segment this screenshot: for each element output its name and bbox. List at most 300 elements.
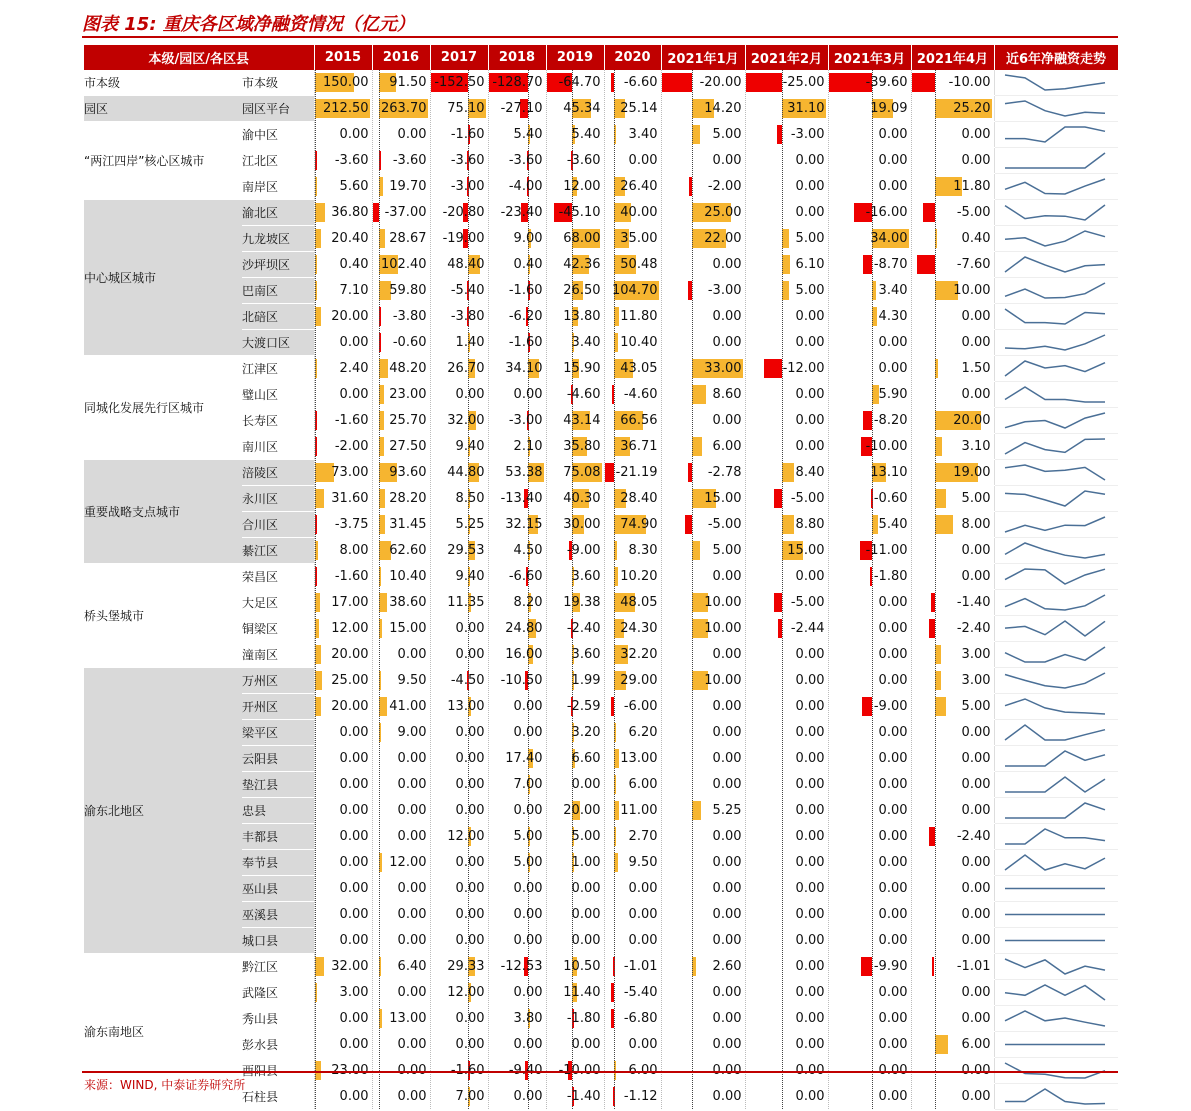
region-label: 中心城区城市: [84, 200, 242, 356]
value-cell: [488, 590, 546, 616]
value-text: 0.00: [397, 1037, 427, 1052]
value-text: 4.50: [513, 543, 543, 558]
value-cell: [604, 928, 661, 954]
value-cell: [430, 1084, 488, 1110]
value-text: -6.20: [508, 309, 543, 324]
value-cell: [604, 512, 661, 538]
value-text: 11.00: [620, 803, 658, 818]
value-cell: [828, 824, 911, 850]
value-text: 0.00: [878, 621, 908, 636]
value-cell: [546, 772, 604, 798]
trend-cell: [994, 876, 1118, 902]
trend-sparkline: [995, 383, 1117, 407]
value-cell: [661, 902, 745, 928]
value-cell: [911, 876, 994, 902]
value-cell: [546, 512, 604, 538]
value-text: -6.60: [623, 75, 658, 90]
value-cell: [546, 798, 604, 824]
trend-sparkline: [995, 513, 1117, 537]
value-text: 5.00: [513, 829, 543, 844]
value-cell: [745, 694, 828, 720]
region-label: 重要战略支点城市: [84, 460, 242, 564]
value-cell: [488, 980, 546, 1006]
value-text: 0.00: [397, 933, 427, 948]
value-cell: [745, 616, 828, 642]
value-cell: [488, 356, 546, 382]
value-text: 0.00: [795, 439, 825, 454]
value-text: 0.00: [961, 777, 991, 792]
value-text: 16.00: [505, 647, 543, 662]
value-cell: [488, 1006, 546, 1032]
value-cell: [488, 902, 546, 928]
value-cell: [745, 70, 828, 96]
trend-line: [1005, 1063, 1105, 1078]
trend-sparkline: [995, 175, 1117, 199]
value-text: 68.00: [563, 231, 601, 246]
value-text: 0.00: [795, 803, 825, 818]
value-cell: [546, 1032, 604, 1058]
value-cell: [745, 252, 828, 278]
value-cell: [604, 564, 661, 590]
value-cell: [604, 434, 661, 460]
value-cell: [661, 850, 745, 876]
value-text: 0.00: [878, 1089, 908, 1104]
value-text: 7.10: [339, 283, 369, 298]
value-text: 0.00: [795, 725, 825, 740]
header-2021-01: 2021年1月: [661, 45, 745, 70]
value-text: 41.00: [389, 699, 427, 714]
value-text: 75.10: [447, 101, 485, 116]
value-text: 11.80: [620, 309, 658, 324]
footer-rule: [82, 1071, 1118, 1073]
value-text: 0.00: [961, 569, 991, 584]
value-text: 6.00: [712, 439, 742, 454]
value-cell: [604, 96, 661, 122]
value-cell: [911, 824, 994, 850]
value-cell: [372, 122, 430, 148]
value-text: 59.80: [389, 283, 427, 298]
value-cell: [661, 746, 745, 772]
value-cell: [314, 746, 372, 772]
value-cell: [546, 278, 604, 304]
value-text: 0.00: [513, 803, 543, 818]
value-cell: [314, 928, 372, 954]
value-text: 0.00: [795, 413, 825, 428]
value-text: -2.59: [566, 699, 601, 714]
trend-sparkline: [995, 71, 1117, 95]
value-cell: [488, 252, 546, 278]
value-text: 0.00: [712, 1011, 742, 1026]
value-text: 0.00: [961, 1011, 991, 1026]
value-cell: [604, 200, 661, 226]
trend-sparkline: [995, 227, 1117, 251]
value-text: 10.20: [620, 569, 658, 584]
value-text: -16.00: [865, 205, 908, 220]
value-text: 0.40: [339, 257, 369, 272]
value-text: 0.00: [795, 1089, 825, 1104]
value-cell: [745, 304, 828, 330]
value-text: 3.80: [513, 1011, 543, 1026]
value-cell: [745, 746, 828, 772]
value-cell: [546, 70, 604, 96]
district-label: 黔江区: [242, 954, 314, 980]
value-text: 212.50: [323, 101, 369, 116]
trend-sparkline: [995, 487, 1117, 511]
value-text: 15.90: [563, 361, 601, 376]
value-text: -3.60: [450, 153, 485, 168]
value-cell: [828, 278, 911, 304]
district-label: 奉节县: [242, 850, 314, 876]
district-label: 城口县: [242, 928, 314, 954]
value-cell: [911, 304, 994, 330]
trend-line: [1005, 179, 1105, 194]
value-text: 42.36: [563, 257, 601, 272]
value-cell: [314, 954, 372, 980]
value-text: -12.00: [782, 361, 825, 376]
value-text: 35.00: [620, 231, 658, 246]
value-text: 3.40: [571, 335, 601, 350]
value-cell: [911, 1032, 994, 1058]
value-cell: [430, 122, 488, 148]
value-text: 0.00: [397, 907, 427, 922]
value-text: -6.60: [508, 569, 543, 584]
value-text: 5.60: [339, 179, 369, 194]
value-cell: [430, 382, 488, 408]
value-cell: [661, 1084, 745, 1110]
value-cell: [546, 902, 604, 928]
table-row: [84, 122, 1118, 148]
value-text: 0.00: [961, 751, 991, 766]
value-text: 0.00: [878, 725, 908, 740]
value-cell: [430, 1032, 488, 1058]
value-text: 0.00: [961, 543, 991, 558]
value-text: -23.40: [500, 205, 543, 220]
value-text: -13.40: [500, 491, 543, 506]
value-cell: [488, 798, 546, 824]
table-row: [84, 460, 1118, 486]
trend-cell: [994, 1006, 1118, 1032]
value-cell: [911, 928, 994, 954]
value-cell: [314, 278, 372, 304]
value-cell: [488, 96, 546, 122]
value-text: 0.00: [795, 1037, 825, 1052]
trend-line: [1005, 465, 1105, 480]
value-cell: [745, 330, 828, 356]
value-text: 0.00: [878, 1011, 908, 1026]
value-cell: [372, 1032, 430, 1058]
value-cell: [314, 486, 372, 512]
value-cell: [430, 434, 488, 460]
trend-sparkline: [995, 97, 1117, 121]
district-label: 沙坪坝区: [242, 252, 314, 278]
value-text: 2.70: [628, 829, 658, 844]
value-cell: [372, 1006, 430, 1032]
value-cell: [314, 616, 372, 642]
value-cell: [430, 486, 488, 512]
value-text: 0.00: [961, 725, 991, 740]
value-text: 0.00: [712, 933, 742, 948]
value-cell: [314, 772, 372, 798]
district-label: 南岸区: [242, 174, 314, 200]
trend-line: [1005, 101, 1105, 116]
value-text: 28.40: [620, 491, 658, 506]
region-label: 同城化发展先行区城市: [84, 356, 242, 460]
value-cell: [430, 798, 488, 824]
value-cell: [745, 122, 828, 148]
value-text: 8.50: [455, 491, 485, 506]
value-cell: [488, 876, 546, 902]
trend-cell: [994, 460, 1118, 486]
value-cell: [314, 460, 372, 486]
value-text: 74.90: [620, 517, 658, 532]
value-text: 0.00: [795, 1011, 825, 1026]
value-cell: [604, 668, 661, 694]
region-label: 园区: [84, 96, 242, 122]
value-text: 53.38: [505, 465, 543, 480]
region-label: 渝东南地区: [84, 954, 242, 1110]
value-cell: [828, 148, 911, 174]
value-cell: [604, 694, 661, 720]
value-text: 0.00: [878, 907, 908, 922]
value-cell: [430, 148, 488, 174]
trend-line: [1005, 803, 1105, 818]
value-cell: [911, 772, 994, 798]
value-text: 13.10: [870, 465, 908, 480]
value-text: 32.00: [331, 959, 369, 974]
district-label: 渝北区: [242, 200, 314, 226]
value-text: 0.00: [712, 413, 742, 428]
value-cell: [546, 1084, 604, 1110]
value-cell: [372, 512, 430, 538]
trend-sparkline: [995, 591, 1117, 615]
district-label: 巴南区: [242, 278, 314, 304]
value-cell: [828, 304, 911, 330]
trend-cell: [994, 616, 1118, 642]
value-cell: [372, 538, 430, 564]
trend-cell: [994, 226, 1118, 252]
value-text: 1.99: [571, 673, 601, 688]
value-cell: [911, 564, 994, 590]
trend-line: [1005, 153, 1105, 168]
value-text: 3.40: [628, 127, 658, 142]
trend-sparkline: [995, 409, 1117, 433]
trend-cell: [994, 590, 1118, 616]
value-text: 19.70: [389, 179, 427, 194]
value-cell: [828, 252, 911, 278]
value-text: 0.00: [878, 179, 908, 194]
trend-cell: [994, 668, 1118, 694]
value-cell: [745, 356, 828, 382]
value-text: 30.00: [563, 517, 601, 532]
value-text: 73.00: [331, 465, 369, 480]
value-text: 36.71: [620, 439, 658, 454]
trend-cell: [994, 382, 1118, 408]
district-label: 长寿区: [242, 408, 314, 434]
value-text: 0.00: [397, 985, 427, 1000]
value-text: 8.30: [628, 543, 658, 558]
value-text: 7.00: [455, 1089, 485, 1104]
trend-line: [1005, 335, 1105, 350]
trend-line: [1005, 283, 1105, 298]
value-text: 1.50: [961, 361, 991, 376]
trend-cell: [994, 70, 1118, 96]
value-cell: [314, 694, 372, 720]
value-text: 0.00: [712, 699, 742, 714]
value-cell: [488, 954, 546, 980]
value-text: 9.40: [455, 569, 485, 584]
value-text: 40.00: [620, 205, 658, 220]
value-text: 0.00: [628, 907, 658, 922]
value-cell: [430, 356, 488, 382]
value-cell: [546, 486, 604, 512]
value-text: 0.00: [878, 361, 908, 376]
value-text: 0.00: [712, 985, 742, 1000]
value-text: 0.00: [513, 699, 543, 714]
value-cell: [911, 200, 994, 226]
value-text: 5.40: [878, 517, 908, 532]
value-cell: [546, 538, 604, 564]
table-row: [84, 564, 1118, 590]
value-text: 0.00: [878, 153, 908, 168]
value-text: 3.10: [961, 439, 991, 454]
value-text: 0.00: [712, 257, 742, 272]
value-text: -9.00: [566, 543, 601, 558]
value-text: 23.00: [389, 387, 427, 402]
value-cell: [745, 590, 828, 616]
district-label: 市本级: [242, 70, 314, 96]
district-label: 南川区: [242, 434, 314, 460]
value-text: 0.00: [878, 881, 908, 896]
value-text: 0.00: [795, 777, 825, 792]
district-label: 石柱县: [242, 1084, 314, 1110]
value-text: 35.80: [563, 439, 601, 454]
trend-cell: [994, 798, 1118, 824]
value-cell: [314, 174, 372, 200]
trend-sparkline: [995, 305, 1117, 329]
value-text: 0.00: [795, 309, 825, 324]
value-cell: [546, 694, 604, 720]
value-text: 5.40: [513, 127, 543, 142]
value-text: 0.00: [513, 1037, 543, 1052]
value-text: 34.10: [505, 361, 543, 376]
value-cell: [314, 720, 372, 746]
value-text: 0.00: [961, 855, 991, 870]
value-text: 19.38: [563, 595, 601, 610]
value-cell: [828, 382, 911, 408]
value-cell: [911, 1006, 994, 1032]
value-cell: [828, 668, 911, 694]
region-label: 渝东北地区: [84, 668, 242, 954]
value-text: 0.00: [339, 1037, 369, 1052]
value-cell: [314, 70, 372, 96]
value-cell: [911, 356, 994, 382]
value-cell: [372, 694, 430, 720]
trend-sparkline: [995, 981, 1117, 1005]
value-cell: [661, 694, 745, 720]
value-cell: [314, 538, 372, 564]
value-cell: [430, 564, 488, 590]
value-cell: [661, 486, 745, 512]
value-cell: [911, 798, 994, 824]
value-cell: [488, 564, 546, 590]
value-cell: [372, 746, 430, 772]
value-text: 26.50: [563, 283, 601, 298]
value-cell: [604, 824, 661, 850]
value-text: -6.80: [623, 1011, 658, 1026]
value-text: 10.00: [704, 621, 742, 636]
district-label: 大足区: [242, 590, 314, 616]
value-text: -20.80: [442, 205, 485, 220]
value-cell: [828, 1032, 911, 1058]
value-cell: [488, 772, 546, 798]
value-cell: [372, 954, 430, 980]
value-text: 29.00: [620, 673, 658, 688]
value-cell: [828, 408, 911, 434]
trend-cell: [994, 772, 1118, 798]
value-cell: [661, 824, 745, 850]
value-cell: [546, 824, 604, 850]
value-text: 9.00: [397, 725, 427, 740]
value-cell: [546, 200, 604, 226]
value-cell: [488, 148, 546, 174]
header-district: 本级/园区/各区县: [84, 45, 314, 70]
trend-cell: [994, 174, 1118, 200]
value-cell: [661, 408, 745, 434]
trend-line: [1005, 829, 1105, 844]
header-2020: 2020: [604, 45, 661, 70]
value-cell: [661, 356, 745, 382]
value-cell: [828, 174, 911, 200]
trend-sparkline: [995, 1085, 1117, 1109]
trend-sparkline: [995, 721, 1117, 745]
value-cell: [911, 174, 994, 200]
value-cell: [745, 980, 828, 1006]
value-text: 31.10: [787, 101, 825, 116]
value-cell: [828, 1084, 911, 1110]
value-text: 0.00: [339, 907, 369, 922]
value-text: -4.60: [566, 387, 601, 402]
value-cell: [604, 486, 661, 512]
value-text: 50.48: [620, 257, 658, 272]
value-text: -4.60: [623, 387, 658, 402]
value-cell: [372, 798, 430, 824]
value-text: 17.00: [331, 595, 369, 610]
value-text: 0.00: [961, 387, 991, 402]
value-text: 0.00: [878, 335, 908, 350]
trend-sparkline: [995, 461, 1117, 485]
value-cell: [488, 512, 546, 538]
value-text: -1.01: [623, 959, 658, 974]
value-cell: [546, 122, 604, 148]
value-cell: [372, 70, 430, 96]
district-label: 江津区: [242, 356, 314, 382]
value-text: 5.00: [961, 491, 991, 506]
value-text: 0.00: [712, 309, 742, 324]
value-cell: [372, 1084, 430, 1110]
value-text: 1.00: [571, 855, 601, 870]
value-text: 0.00: [455, 907, 485, 922]
district-label: 荣昌区: [242, 564, 314, 590]
value-text: 0.00: [795, 881, 825, 896]
value-cell: [430, 902, 488, 928]
header-2021-04: 2021年4月: [911, 45, 994, 70]
value-text: 19.00: [953, 465, 991, 480]
value-cell: [661, 226, 745, 252]
value-text: -152.50: [434, 75, 485, 90]
value-cell: [372, 382, 430, 408]
value-text: 31.60: [331, 491, 369, 506]
trend-line: [1005, 777, 1105, 792]
